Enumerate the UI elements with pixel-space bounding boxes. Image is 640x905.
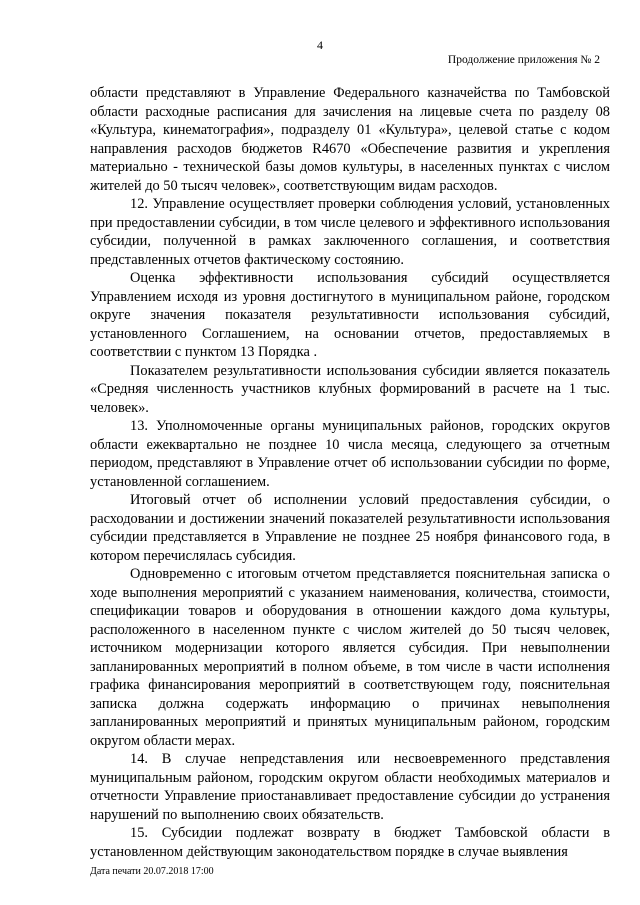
paragraph-evaluation: Оценка эффективности использования субсидий осуществляется Управлением исходя из уровня достигнутого в муниципальном районе, городском округе значения показателя результативности использования субсидий, установленного Соглашением, на основании отчетов, предоставляемых в соответствии с пунктом 13 Порядка . [90,270,610,360]
paragraph-item-12: 12. Управление осуществляет проверки соблюдения условий, установленных при предоставлении субсидии, в том числе целевого и эффективного использования субсидии, полученной в рамках заключенного соглашения, и соответствия представленных отчетов фактическому состоянию. [90,196,610,268]
paragraph-continuation: области представляют в Управление Федерального казначейства по Тамбовской области расходные расписания для зачисления на лицевые счета по разделу 08 «Культура, кинематография», подразделу 01 «Культура», целевой статье с кодом направления расходов бюджетов R4670 «Обеспечение развития и укрепления материально - технической базы домов культуры, в населенных пунктах с числом жителей до 50 тысяч человек», соответствующим видам расходов. [90,85,610,194]
paragraph-item-15: 15. Субсидии подлежат возврату в бюджет Тамбовской области в установленном действующим законодательством порядке в случае выявления [90,825,610,860]
paragraph-item-14: 14. В случае непредставления или несвоевременного представления муниципальным районом, городским округом области необходимых материалов и отчетности Управление приостанавливает предоставление субсидии до устранения нарушений по выполнению своих обязательств. [90,751,610,823]
paragraph-indicator: Показателем результативности использования субсидии является показатель «Средняя численность участников клубных формирований в расчете на 1 тыс. человек». [90,362,610,416]
appendix-continuation-note: Продолжение приложения № 2 [447,54,600,66]
paragraph-item-13: 13. Уполномоченные органы муниципальных районов, городских округов области ежеквартально не позднее 10 числа месяца, следующего за отчетным периодом, представляют в Управление отчет об использовании субсидии по форме, установленной соглашением. [90,418,610,490]
paragraph-final-report: Итоговый отчет об исполнении условий предоставления субсидии, о расходовании и достижении значений показателей результативности использования субсидии представляется в Управление не позднее 25 ноября финансового года, в котором перечислялась субсидия. [90,492,610,564]
document-body [90,84,610,861]
page-number: 4 [317,38,323,52]
paragraph-explanatory-note: Одновременно с итоговым отчетом представляется пояснительная записка о ходе выполнения мероприятий с указанием наименования, количества, стоимости, спецификации товаров и оборудования в отношении каждого дома культуры, расположенного в населенном пункте с числом жителей до 50 тысяч человек, источником модернизации которого является субсидия. При невыполнении запланированных мероприятий в полном объеме, в том числе в части исполнения графика финансирования мероприятий в соответствующем году, пояснительная записка должна содержать информацию о причинах невыполнения запланированных мероприятий и принятых муниципальным районом, городским округом области мерах. [90,566,610,749]
print-date-footer: Дата печати 20.07.2018 17:00 [90,866,214,877]
